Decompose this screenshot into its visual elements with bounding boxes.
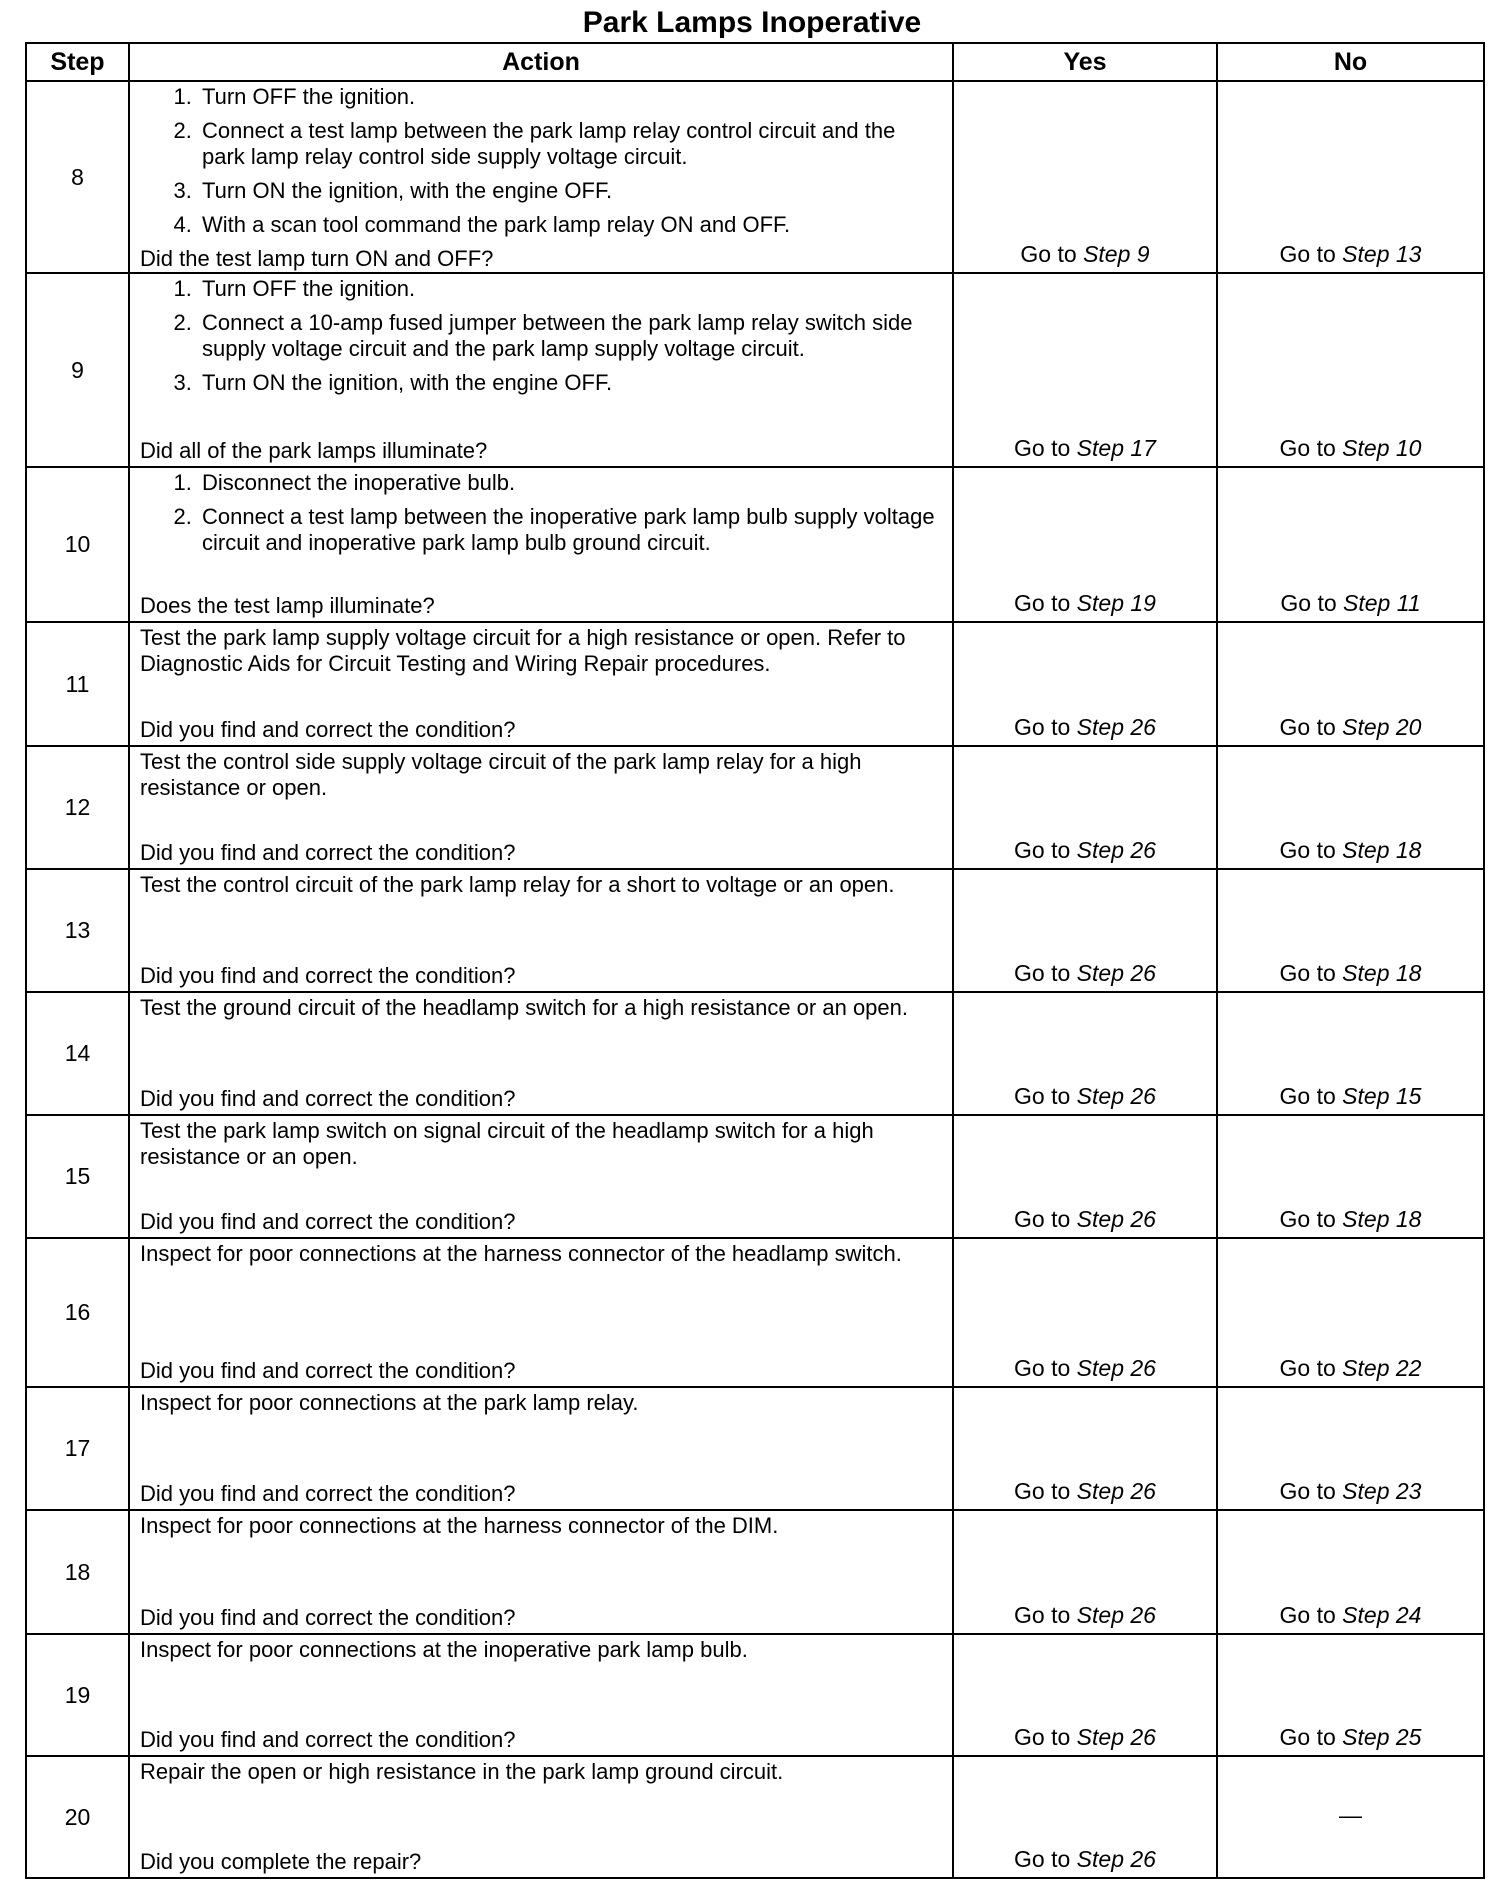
target-step: Step 15 — [1342, 1083, 1422, 1109]
action-question: Did you complete the repair? — [140, 1849, 422, 1874]
action-text: Test the park lamp switch on signal circuit of the headlamp switch for a high resistance or an open. — [140, 1118, 874, 1169]
go-to-label: Go to — [1014, 1846, 1071, 1872]
header-yes: Yes — [953, 43, 1217, 81]
table-row — [26, 81, 1484, 273]
action-question: Did you find and correct the condition? — [140, 717, 516, 742]
procedure-item: 2. Connect a test lamp between the park lamp relay control circuit and the park lamp relay control side supply voltage circuit. — [198, 118, 942, 170]
action-question: Did you find and correct the condition? — [140, 963, 516, 988]
action-cell — [129, 1510, 953, 1634]
target-step: Step 26 — [1076, 1206, 1156, 1232]
target-step: Step 26 — [1076, 1602, 1156, 1628]
target-step: Step 20 — [1342, 714, 1422, 740]
table-row — [26, 1238, 1484, 1387]
go-to-label: Go to — [1279, 1083, 1336, 1109]
action-text: Inspect for poor connections at the inoperative park lamp bulb. — [140, 1637, 748, 1662]
no-result — [1217, 622, 1484, 746]
target-step: Step 26 — [1076, 1355, 1156, 1381]
header-step: Step — [26, 43, 129, 81]
action-cell — [129, 746, 953, 869]
yes-result — [953, 467, 1217, 622]
no-result — [1217, 1115, 1484, 1238]
action-question: Did you find and correct the condition? — [140, 1209, 516, 1234]
table-row — [26, 467, 1484, 622]
step-number: 17 — [26, 1387, 129, 1510]
action-text: Test the control side supply voltage circuit of the park lamp relay for a high resistance or open. — [140, 749, 862, 800]
target-step: Step 26 — [1076, 960, 1156, 986]
go-to-label: Go to — [1014, 1083, 1071, 1109]
no-result — [1217, 1238, 1484, 1387]
step-number: 20 — [26, 1756, 129, 1878]
procedure-item: 1. Disconnect the inoperative bulb. — [198, 470, 942, 496]
action-cell — [129, 273, 953, 467]
table-row — [26, 992, 1484, 1115]
action-question: Did you find and correct the condition? — [140, 1358, 516, 1383]
action-cell — [129, 1756, 953, 1878]
go-to-label: Go to — [1014, 1206, 1071, 1232]
action-text: Test the park lamp supply voltage circuit for a high resistance or open. Refer to Diagnostic Aids for Circuit Testing and Wiring Repair procedures. — [140, 625, 906, 676]
action-question: Did you find and correct the condition? — [140, 840, 516, 865]
target-step: Step 23 — [1342, 1478, 1422, 1504]
go-to-label: Go to — [1020, 241, 1077, 267]
table-row — [26, 1510, 1484, 1634]
yes-result — [953, 746, 1217, 869]
yes-result — [953, 1387, 1217, 1510]
step-number: 8 — [26, 81, 129, 273]
target-step: Step 18 — [1342, 1206, 1422, 1232]
action-cell — [129, 869, 953, 992]
no-result — [1217, 1634, 1484, 1756]
page-title: Park Lamps Inoperative — [582, 6, 922, 39]
table-row — [26, 746, 1484, 869]
action-question: Does the test lamp illuminate? — [140, 593, 435, 618]
diagnostic-table — [25, 42, 1485, 1879]
procedure-item: 3. Turn ON the ignition, with the engine OFF. — [198, 178, 942, 204]
yes-result — [953, 1115, 1217, 1238]
go-to-label: Go to — [1279, 1724, 1336, 1750]
target-step: Step 22 — [1342, 1355, 1422, 1381]
target-step: Step 9 — [1083, 241, 1150, 267]
procedure-item: 4. With a scan tool command the park lamp relay ON and OFF. — [198, 212, 942, 238]
action-cell — [129, 467, 953, 622]
no-result — [1217, 467, 1484, 622]
procedure-item: 2. Connect a 10-amp fused jumper between the park lamp relay switch side supply voltage circuit and the park lamp supply voltage circuit. — [198, 310, 942, 362]
go-to-label: Go to — [1279, 435, 1336, 461]
go-to-label: Go to — [1279, 837, 1336, 863]
go-to-label: Go to — [1014, 1602, 1071, 1628]
go-to-label: Go to — [1014, 714, 1071, 740]
go-to-label: Go to — [1014, 590, 1071, 616]
target-step: Step 13 — [1342, 241, 1422, 267]
go-to-label: Go to — [1014, 435, 1071, 461]
table-row — [26, 273, 1484, 467]
procedure-item: 1. Turn OFF the ignition. — [198, 276, 942, 302]
go-to-label: Go to — [1279, 241, 1336, 267]
go-to-label: Go to — [1279, 1355, 1336, 1381]
action-question: Did you find and correct the condition? — [140, 1481, 516, 1506]
table-row — [26, 1387, 1484, 1510]
target-step: Step 25 — [1342, 1724, 1422, 1750]
no-result — [1217, 1387, 1484, 1510]
table-row — [26, 622, 1484, 746]
action-text: Inspect for poor connections at the harness connector of the headlamp switch. — [140, 1241, 902, 1266]
target-step: Step 26 — [1076, 1083, 1156, 1109]
action-cell — [129, 992, 953, 1115]
action-cell — [129, 1115, 953, 1238]
go-to-label: Go to — [1279, 1206, 1336, 1232]
go-to-label: Go to — [1279, 960, 1336, 986]
action-cell — [129, 81, 953, 273]
target-step: Step 26 — [1076, 1846, 1156, 1872]
target-step: Step 11 — [1343, 590, 1421, 616]
procedure-item: 1. Turn OFF the ignition. — [198, 84, 942, 110]
go-to-label: Go to — [1014, 1724, 1071, 1750]
table-row — [26, 869, 1484, 992]
target-step: Step 26 — [1076, 1478, 1156, 1504]
action-cell — [129, 622, 953, 746]
go-to-label: Go to — [1014, 837, 1071, 863]
go-to-label: Go to — [1014, 960, 1071, 986]
target-step: Step 18 — [1342, 960, 1422, 986]
table-body — [26, 81, 1484, 1878]
action-cell — [129, 1634, 953, 1756]
yes-result — [953, 1238, 1217, 1387]
step-number: 15 — [26, 1115, 129, 1238]
action-text: Test the ground circuit of the headlamp switch for a high resistance or an open. — [140, 995, 908, 1020]
go-to-label: Go to — [1279, 1478, 1336, 1504]
procedure-item: 3. Turn ON the ignition, with the engine OFF. — [198, 370, 942, 396]
procedure-list — [140, 470, 942, 556]
action-question: Did all of the park lamps illuminate? — [140, 438, 488, 463]
step-number: 9 — [26, 273, 129, 467]
action-question: Did the test lamp turn ON and OFF? — [140, 246, 494, 271]
target-step: Step 26 — [1076, 1724, 1156, 1750]
step-number: 19 — [26, 1634, 129, 1756]
yes-result — [953, 1756, 1217, 1878]
target-step: Step 19 — [1076, 590, 1156, 616]
yes-result — [953, 622, 1217, 746]
step-number: 11 — [26, 622, 129, 746]
no-result — [1217, 273, 1484, 467]
no-result — [1217, 81, 1484, 273]
action-text: Inspect for poor connections at the harness connector of the DIM. — [140, 1513, 779, 1538]
yes-result — [953, 273, 1217, 467]
action-question: Did you find and correct the condition? — [140, 1727, 516, 1752]
no-result — [1217, 1510, 1484, 1634]
target-step: Step 26 — [1076, 714, 1156, 740]
yes-result — [953, 1634, 1217, 1756]
action-question: Did you find and correct the condition? — [140, 1605, 516, 1630]
yes-result — [953, 869, 1217, 992]
go-to-label: Go to — [1014, 1355, 1071, 1381]
action-text: Test the control circuit of the park lamp relay for a short to voltage or an open. — [140, 872, 895, 897]
no-result — [1217, 992, 1484, 1115]
step-number: 14 — [26, 992, 129, 1115]
no-result — [1217, 1756, 1484, 1878]
no-result — [1217, 746, 1484, 869]
table-row — [26, 1634, 1484, 1756]
target-step: Step 24 — [1342, 1602, 1422, 1628]
no-result-dash: — — [1339, 1801, 1362, 1828]
target-step: Step 10 — [1342, 435, 1422, 461]
procedure-list — [140, 84, 942, 238]
go-to-label: Go to — [1279, 1602, 1336, 1628]
step-number: 18 — [26, 1510, 129, 1634]
target-step: Step 18 — [1342, 837, 1422, 863]
step-number: 10 — [26, 467, 129, 622]
header-action: Action — [129, 43, 953, 81]
table-row — [26, 1756, 1484, 1878]
action-cell — [129, 1387, 953, 1510]
procedure-item: 2. Connect a test lamp between the inoperative park lamp bulb supply voltage circuit and inoperative park lamp bulb ground circuit. — [198, 504, 942, 556]
go-to-label: Go to — [1280, 590, 1337, 616]
no-result — [1217, 869, 1484, 992]
table-row — [26, 1115, 1484, 1238]
step-number: 16 — [26, 1238, 129, 1387]
header-no: No — [1217, 43, 1484, 81]
action-question: Did you find and correct the condition? — [140, 1086, 516, 1111]
yes-result — [953, 992, 1217, 1115]
target-step: Step 17 — [1076, 435, 1156, 461]
action-text: Repair the open or high resistance in the park lamp ground circuit. — [140, 1759, 784, 1784]
step-number: 13 — [26, 869, 129, 992]
procedure-list — [140, 276, 942, 396]
step-number: 12 — [26, 746, 129, 869]
action-cell — [129, 1238, 953, 1387]
go-to-label: Go to — [1014, 1478, 1071, 1504]
go-to-label: Go to — [1279, 714, 1336, 740]
yes-result — [953, 1510, 1217, 1634]
table-header-row — [26, 43, 1484, 81]
target-step: Step 26 — [1076, 837, 1156, 863]
action-text: Inspect for poor connections at the park lamp relay. — [140, 1390, 639, 1415]
yes-result — [953, 81, 1217, 273]
